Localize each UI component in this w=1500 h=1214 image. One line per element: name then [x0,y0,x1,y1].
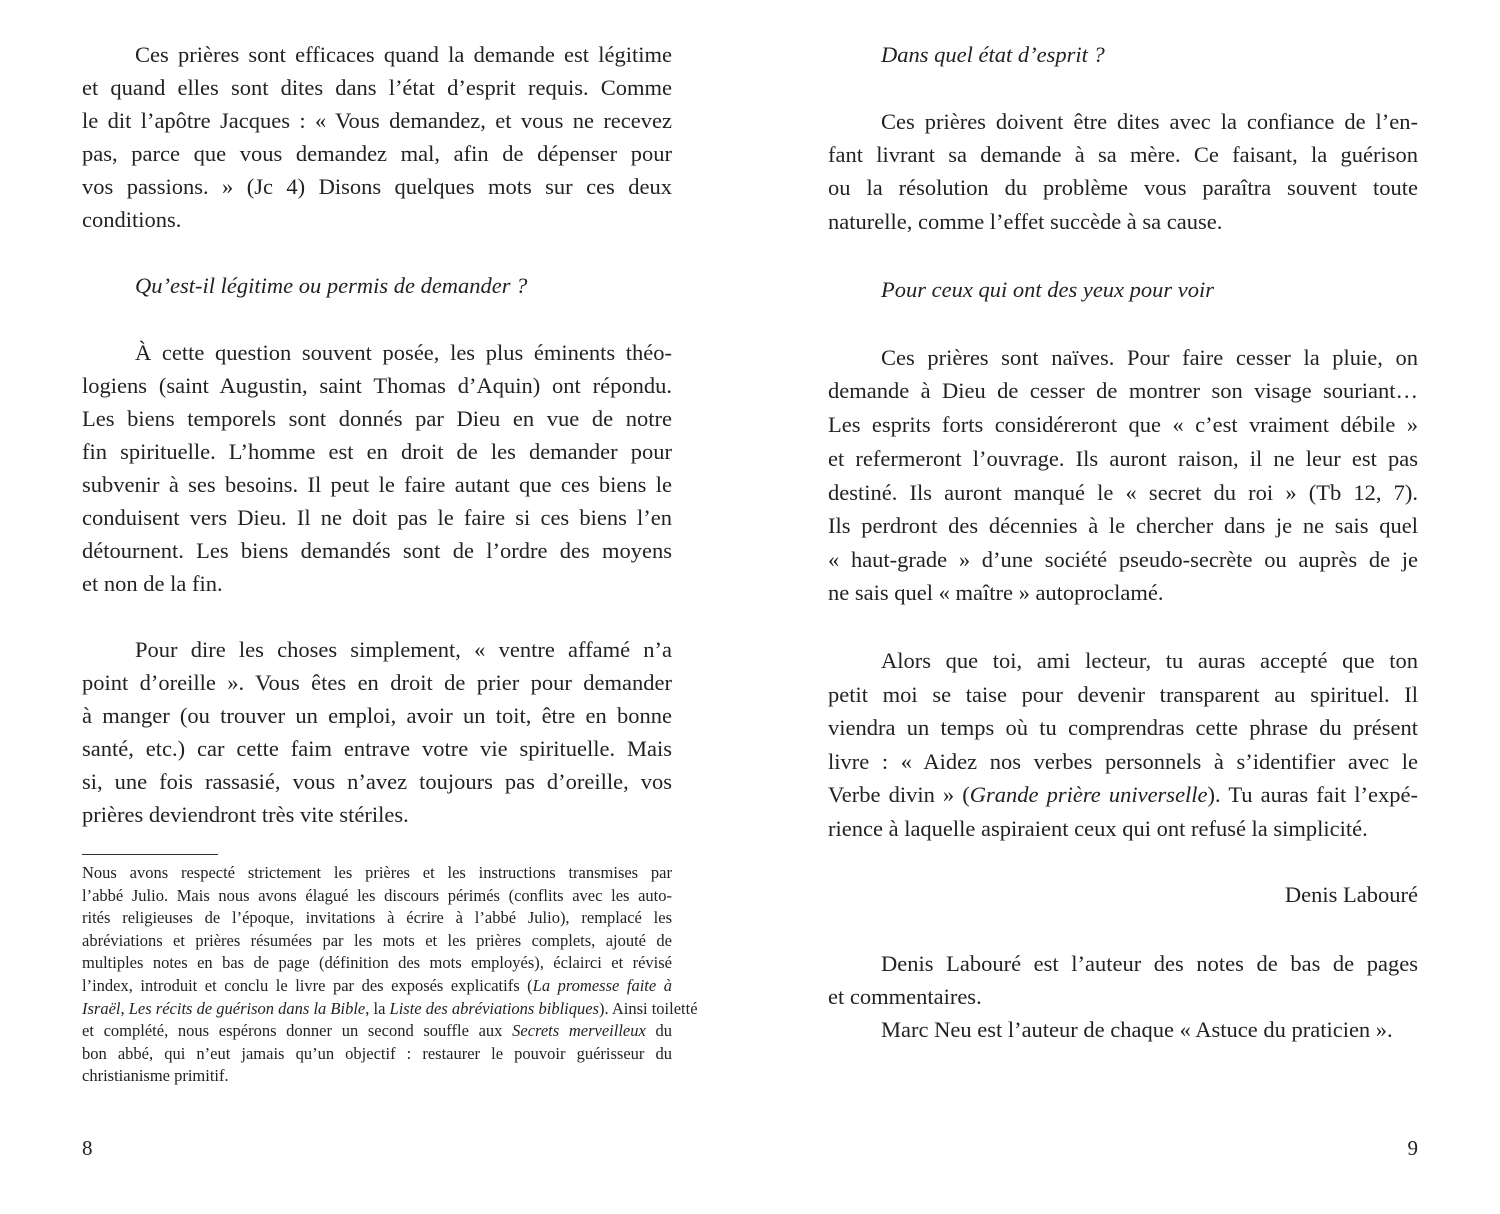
text-line: naturelle, comme l’effet succède à sa cause. [828,209,1223,234]
text-line: Pour dire les choses simplement, « ventre affamé n’a [135,637,672,662]
italic-run: Secrets merveilleux [512,1021,646,1041]
italic-run: Les récits de guérison dans la Bible [128,998,366,1018]
text-line: Marc Neu est l’auteur de chaque « Astuce du praticien ». [881,1017,1393,1042]
text-run: Alors que toi, ami lecteur, tu auras accepté que ton [881,648,1418,673]
text-run: ). Tu auras fait l’expé- [1207,782,1418,808]
text-run: bon abbé, qui n’eut jamais qu’un objectif : restaurer le pouvoir guérisseur du [82,1043,672,1063]
text-run: abréviations et prières résumées par les mots et les prières complets, ajouté de [82,930,672,950]
text-line: si, une fois rassasié, vous n’avez toujours pas d’oreille, vos [82,769,672,794]
text-line [82,1020,672,1043]
text-run: rités religieuses de l’époque, invitations à écrire à l’abbé Julio), remplacé les [82,908,672,928]
text-line: À cette question souvent posée, les plus éminents théo- [135,340,672,365]
section-heading: Dans quel état d’esprit ? [881,42,1105,67]
text-run: du [645,1021,673,1041]
text-line [828,812,1418,845]
text-run: et complété, nous espérons donner un second souffle aux [82,1021,513,1041]
italic-run: Israël [82,998,121,1018]
page-number: 9 [1407,1136,1418,1160]
text-run: christianisme primitif. [82,1066,229,1086]
text-line [82,1065,672,1088]
text-line: logiens (saint Augustin, saint Thomas d’Aquin) ont répondu. [82,373,672,398]
text-line: prières deviendront très vite stériles. [82,802,409,827]
footnote-separator [82,854,218,855]
text-line: Ces prières sont efficaces quand la demande est légitime [135,42,672,67]
text-line: ou la résolution du problème vous paraîtra souvent toute [828,175,1418,200]
signature: Denis Labouré [1284,882,1418,907]
text-line [881,644,1418,677]
text-line: conditions. [82,207,182,232]
text-line: pas, parce que vous demandez mal, afin de dépenser pour [82,141,672,166]
text-line: détournent. Les biens demandés sont de l’ordre des moyens [82,538,672,563]
text-line: le dit l’apôtre Jacques : « Vous demandez, et vous ne recevez [82,108,672,133]
italic-run: Liste des abréviations bibliques [389,998,599,1018]
text-line: Denis Labouré est l’auteur des notes de bas de pages [881,951,1418,976]
text-line: point d’oreille ». Vous êtes en droit de prier pour demander [82,670,672,695]
text-run: Verbe divin » ( [828,782,970,808]
text-line: vos passions. » (Jc 4) Disons quelques mots sur ces deux [82,174,672,199]
section-heading: Pour ceux qui ont des yeux pour voir [881,277,1215,302]
text-line [82,907,672,930]
text-line: santé, etc.) car cette faim entrave votre vie spirituelle. Mais [82,736,672,761]
text-line: subvenir à ses besoins. Il peut le faire autant que ces biens le [82,472,672,497]
text-line [828,711,1418,744]
italic-run: La promesse faite à [532,976,672,995]
text-line: Ces prières sont naïves. Pour faire cesser la pluie, on [881,345,1418,370]
text-run: viendra un temps où tu comprendras cette phrase du présent [828,715,1418,741]
text-run: , la [365,998,390,1018]
text-line: et non de la fin. [82,571,223,596]
text-line: et refermeront l’ouvrage. Ils auront raison, il ne leur est pas [828,446,1418,471]
text-run: , [120,998,129,1018]
italic-run: Grande prière universelle [969,782,1208,808]
text-line: Les esprits forts considéreront que « c’est vraiment débile » [828,412,1418,437]
text-line: « haut-grade » d’une société pseudo-secrète ou auprès de je [828,547,1418,572]
text-run: l’abbé Julio. Mais nous avons élagué les discours périmés (conflits avec les auto- [82,885,672,905]
text-line [82,930,672,953]
text-run: rience à laquelle aspiraient ceux qui ont refusé la simplicité. [828,816,1368,841]
section-heading: Qu’est-il légitime ou permis de demander ? [135,273,528,298]
text-line: Les biens temporels sont donnés par Dieu en vue de notre [82,406,672,431]
text-line [828,745,1418,778]
text-line [82,885,672,908]
text-line: fin spirituelle. L’homme est en droit de les demander pour [82,439,672,464]
page-number: 8 [82,1136,93,1160]
text-run: l’index, introduit et conclu le livre par des exposés explicatifs ( [82,976,533,995]
text-line: conduisent vers Dieu. Il ne doit pas le faire si ces biens l’en [82,505,672,530]
text-run: ). Ainsi toiletté [598,998,698,1018]
text-line [828,778,1418,811]
text-line [82,862,672,885]
text-line: demande à Dieu de cesser de montrer son visage souriant… [828,378,1418,403]
text-line: fant livrant sa demande à sa mère. Ce faisant, la guérison [828,142,1418,167]
text-line [82,952,672,975]
text-run: multiples notes en bas de page (définition des mots employés), éclairci et révisé [82,953,672,973]
text-line: et quand elles sont dites dans l’état d’esprit requis. Comme [82,75,672,100]
text-line [82,1043,672,1066]
text-run: livre : « Aidez nos verbes personnels à s’identifier avec le [828,748,1418,774]
text-line: ne sais quel « maître » autoproclamé. [828,580,1164,605]
text-line [828,678,1418,711]
text-line: destiné. Ils auront manqué le « secret du roi » (Tb 12, 7). [828,480,1418,505]
text-line [82,998,698,1021]
text-line: Ils perdront des décennies à le chercher dans je ne sais quel [828,513,1418,538]
text-line [82,975,672,998]
text-line: Ces prières doivent être dites avec la confiance de l’en- [881,109,1418,134]
text-line: et commentaires. [828,984,982,1009]
text-run: Nous avons respecté strictement les prières et les instructions transmises par [82,863,672,882]
text-run: petit moi se taise pour devenir transparent au spirituel. Il [828,681,1418,707]
text-line: à manger (ou trouver un emploi, avoir un toit, être en bonne [82,703,672,728]
